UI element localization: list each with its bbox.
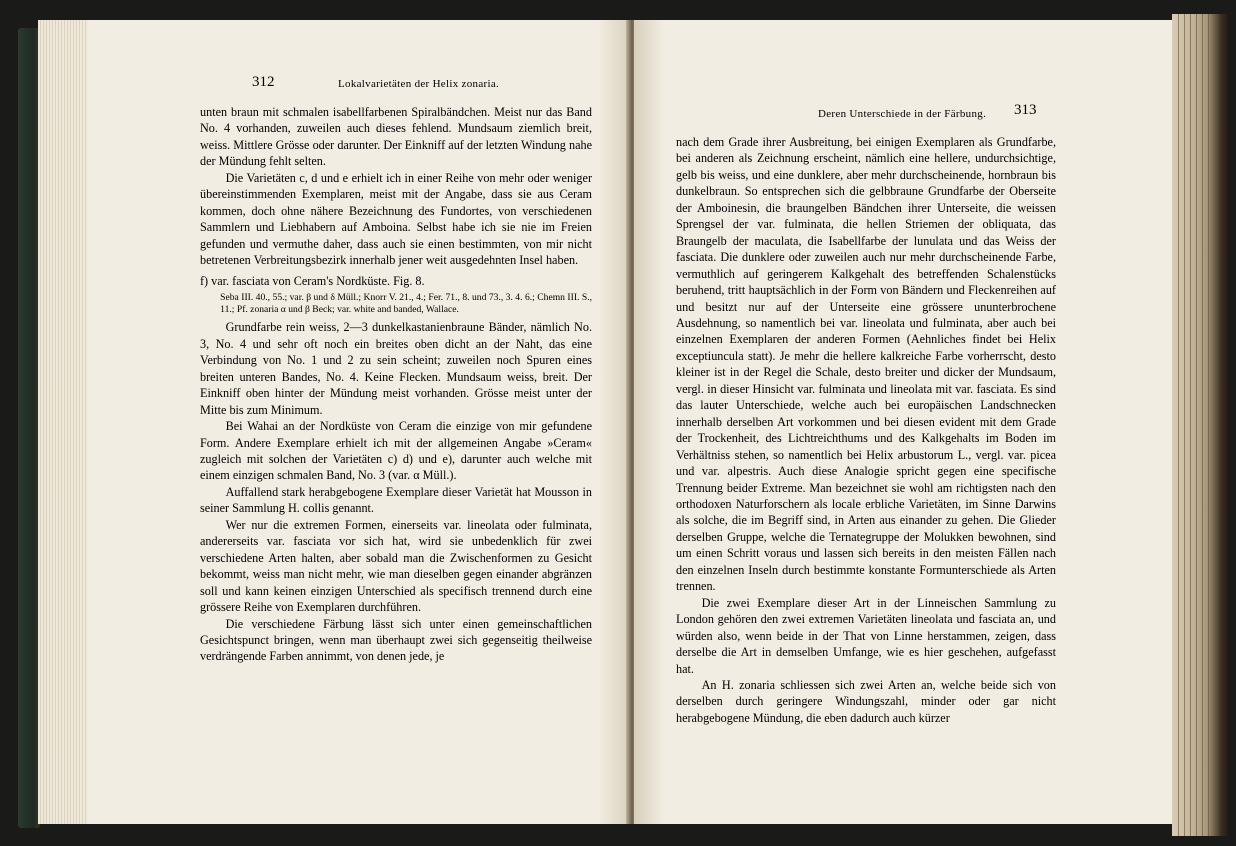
reference-list: Seba III. 40., 55.; var. β und δ Müll.; Knorr V. 21., 4.; Fer. 71., 8. und 73., 3. 4. 6.; Chemn III. S., 11.; Pf. zonaria α und β Beck; var. white and banded, Wallace. <box>220 291 592 316</box>
paragraph: Wer nur die extremen Formen, einerseits var. lineolata oder fulminata, andererseits var. fasciata vor sich hat, wird sie unbedenklich für zwei verschiedene Arten halten, aber sobald man die Zwischenformen zu Gesicht bekommt, weiss man nicht mehr, wie man dieselben gegen einander abgränzen soll und kann keinen einzigen Unterschied als specifisch trennend durch eine grössere Reihe von Exemplaren durchführen. <box>200 517 592 615</box>
paragraph: unten braun mit schmalen isabellfarbenen Spiralbändchen. Meist nur das Band No. 4 vorhanden, zuweilen auch dieses fehlend. Mundsaum ziemlich breit, weiss. Mittlere Grösse oder darunter. Der Einkniff auf der letzten Windung nahe der Mündung fehlt selten. <box>200 105 592 169</box>
paragraph: An H. zonaria schliessen sich zwei Arten an, welche beide sich von derselben durch geringere Windungszahl, minder oder gar nicht herabgebogene Mündung, die eben dadurch auch kürzer <box>676 677 1056 725</box>
paragraph: Grundfarbe rein weiss, 2—3 dunkelkastanienbraune Bänder, nämlich No. 3, No. 4 und sehr oft noch ein breites oben dicht an der Naht, das eine Verbindung von No. 1 und 2 zu sein scheint; zuweilen noch Spuren eines breiten unteren Bandes, No. 4. Keine Flecken. Mundsaum weiss, breit. Der Einkniff oben hinter der Mündung meist vorhanden. Grösse meist unter der Mitte bis zum Minimum. <box>200 320 592 417</box>
paragraph: Die Varietäten c, d und e erhielt ich in einer Reihe von mehr oder weniger übereinstimmenden Exemplaren, meist mit der Angabe, dass sie aus Ceram kommen, doch ohne nähere Bezeichnung des Fundortes, von verschiedenen Sammlern und Liebhabern auf Amboina. Selbst habe ich sie nie im Freien gefunden und vermuthe daher, dass auch sie einen bestimmten, von mir nicht betretenen Verbreitungsbezirk innerhalb jener weit ausgedehnten Insel haben. <box>200 170 592 268</box>
paragraph: Auffallend stark herabgebogene Exemplare dieser Varietät hat Mousson in seiner Sammlung H. collis genannt. <box>200 484 592 516</box>
left-running-head: Lokalvarietäten der Helix zonaria. <box>338 78 500 90</box>
paragraph: Bei Wahai an der Nordküste von Ceram die einzige von mir gefundene Form. Andere Exemplare erhielt ich mit der allgemeinen Angabe »Ceram« zugleich mit solchen der Varietäten c) d) und e), darunter auch welche mit einem einzigen schmalen Band, No. 3 (var. α Müll.). <box>200 419 592 483</box>
book-cover-left-edge <box>18 28 40 828</box>
right-page-number: 313 <box>1014 102 1037 118</box>
paragraph: Die verschiedene Färbung lässt sich unter einen gemeinschaftlichen Gesichtspunct bringen, wenn man überhaupt zwei sich gegenseitig theilweise verdrängende Farben annimmt, von denen jede, je <box>200 616 592 664</box>
variety-heading: f) var. fasciata von Ceram's Nordküste. Fig. 8. <box>200 273 425 288</box>
left-page-number: 312 <box>252 74 275 90</box>
left-body-text <box>200 104 592 665</box>
book-page-block-right-edge <box>1172 14 1230 836</box>
paragraph: nach dem Grade ihrer Ausbreitung, bei einigen Exemplaren als Grundfarbe, bei anderen als Zeichnung erscheint, nämlich eine hellere, undurchsichtige, gelb bis weiss, und eine dunklere, aber mehr durchscheinende, hornbraun bis dunkelbraun. So entsprechen sich die gelbbraune Grundfarbe der Oberseite der Amboinesin, die braungelben Bändchen ihrer Unterseite, die weissen Sprengsel der var. fulminata, die hellen Striemen der obliquata, das Braungelb der maculata, die Isabellfarbe der lunulata und das Weiss der fasciata. Die dunklere oder zuweilen auch nur mehr durchscheinende Farbe, vermuthlich auf geringerem Kalkgehalt des betreffenden Schalenstücks beruhend, tritt hauptsächlich in der Form von Bändern und Fleckenreihen auf und besitzt nur auf der Unterseite eine grössere ununterbrochene Ausdehnung, so namentlich bei var. lineolata und fulminata, aber auch bei einzelnen Exemplaren der anderen Formen (Aehnliches findet bei Helix exceptiuncula statt). Je mehr die hellere kalkreiche Farbe vorherrscht, desto kleiner ist in der Regel die Schale, desto breiter und dicker der Mundsaum, vergl. in dieser Hinsicht var. fulminata und lineolata mit var. fasciata. Es sind das lauter Unterschiede, welche auch bei europäischen Landschnecken innerhalb derselben Art vorkommen und bei diesen evident mit dem Grade der Trockenheit, des Lichtreichthums und des Kalkgehalts im Boden im Verhältniss stehen, so namentlich bei Helix arbustorum L., vergl. var. picea und var. alpestris. Auch diese Analogie spricht gegen eine specifische Trennung beider Extreme. Man bezeichnet sie wohl am richtigsten nach den orthodoxen Naturforschern als locale erbliche Varietäten, im Sinne Darwins als solche, die im Begriff sind, in Arten aus einander zu gehen. Die Glieder derselben Gruppe, welche die Ternategruppe der Molukken bewohnen, sind um einen Schritt voraus und lassen sich bereits in den meisten Fällen nach den einzelnen Inseln durch bestimmte konstante Formunterschiede als Arten trennen. <box>676 135 1056 594</box>
right-running-head: Deren Unterschiede in der Färbung. <box>818 108 987 120</box>
paragraph: Die zwei Exemplare dieser Art in der Linneischen Sammlung zu London gehören den zwei extremen Varietäten lineolata und fasciata an, und würden also, wenn beide in der That von Linne herstammen, zeigen, dass derselbe die Art in demselben Umfange, wie es hier geschehen, aufgefasst hat. <box>676 595 1056 676</box>
right-body-text <box>676 134 1056 726</box>
left-page-edge-stack <box>38 20 88 824</box>
